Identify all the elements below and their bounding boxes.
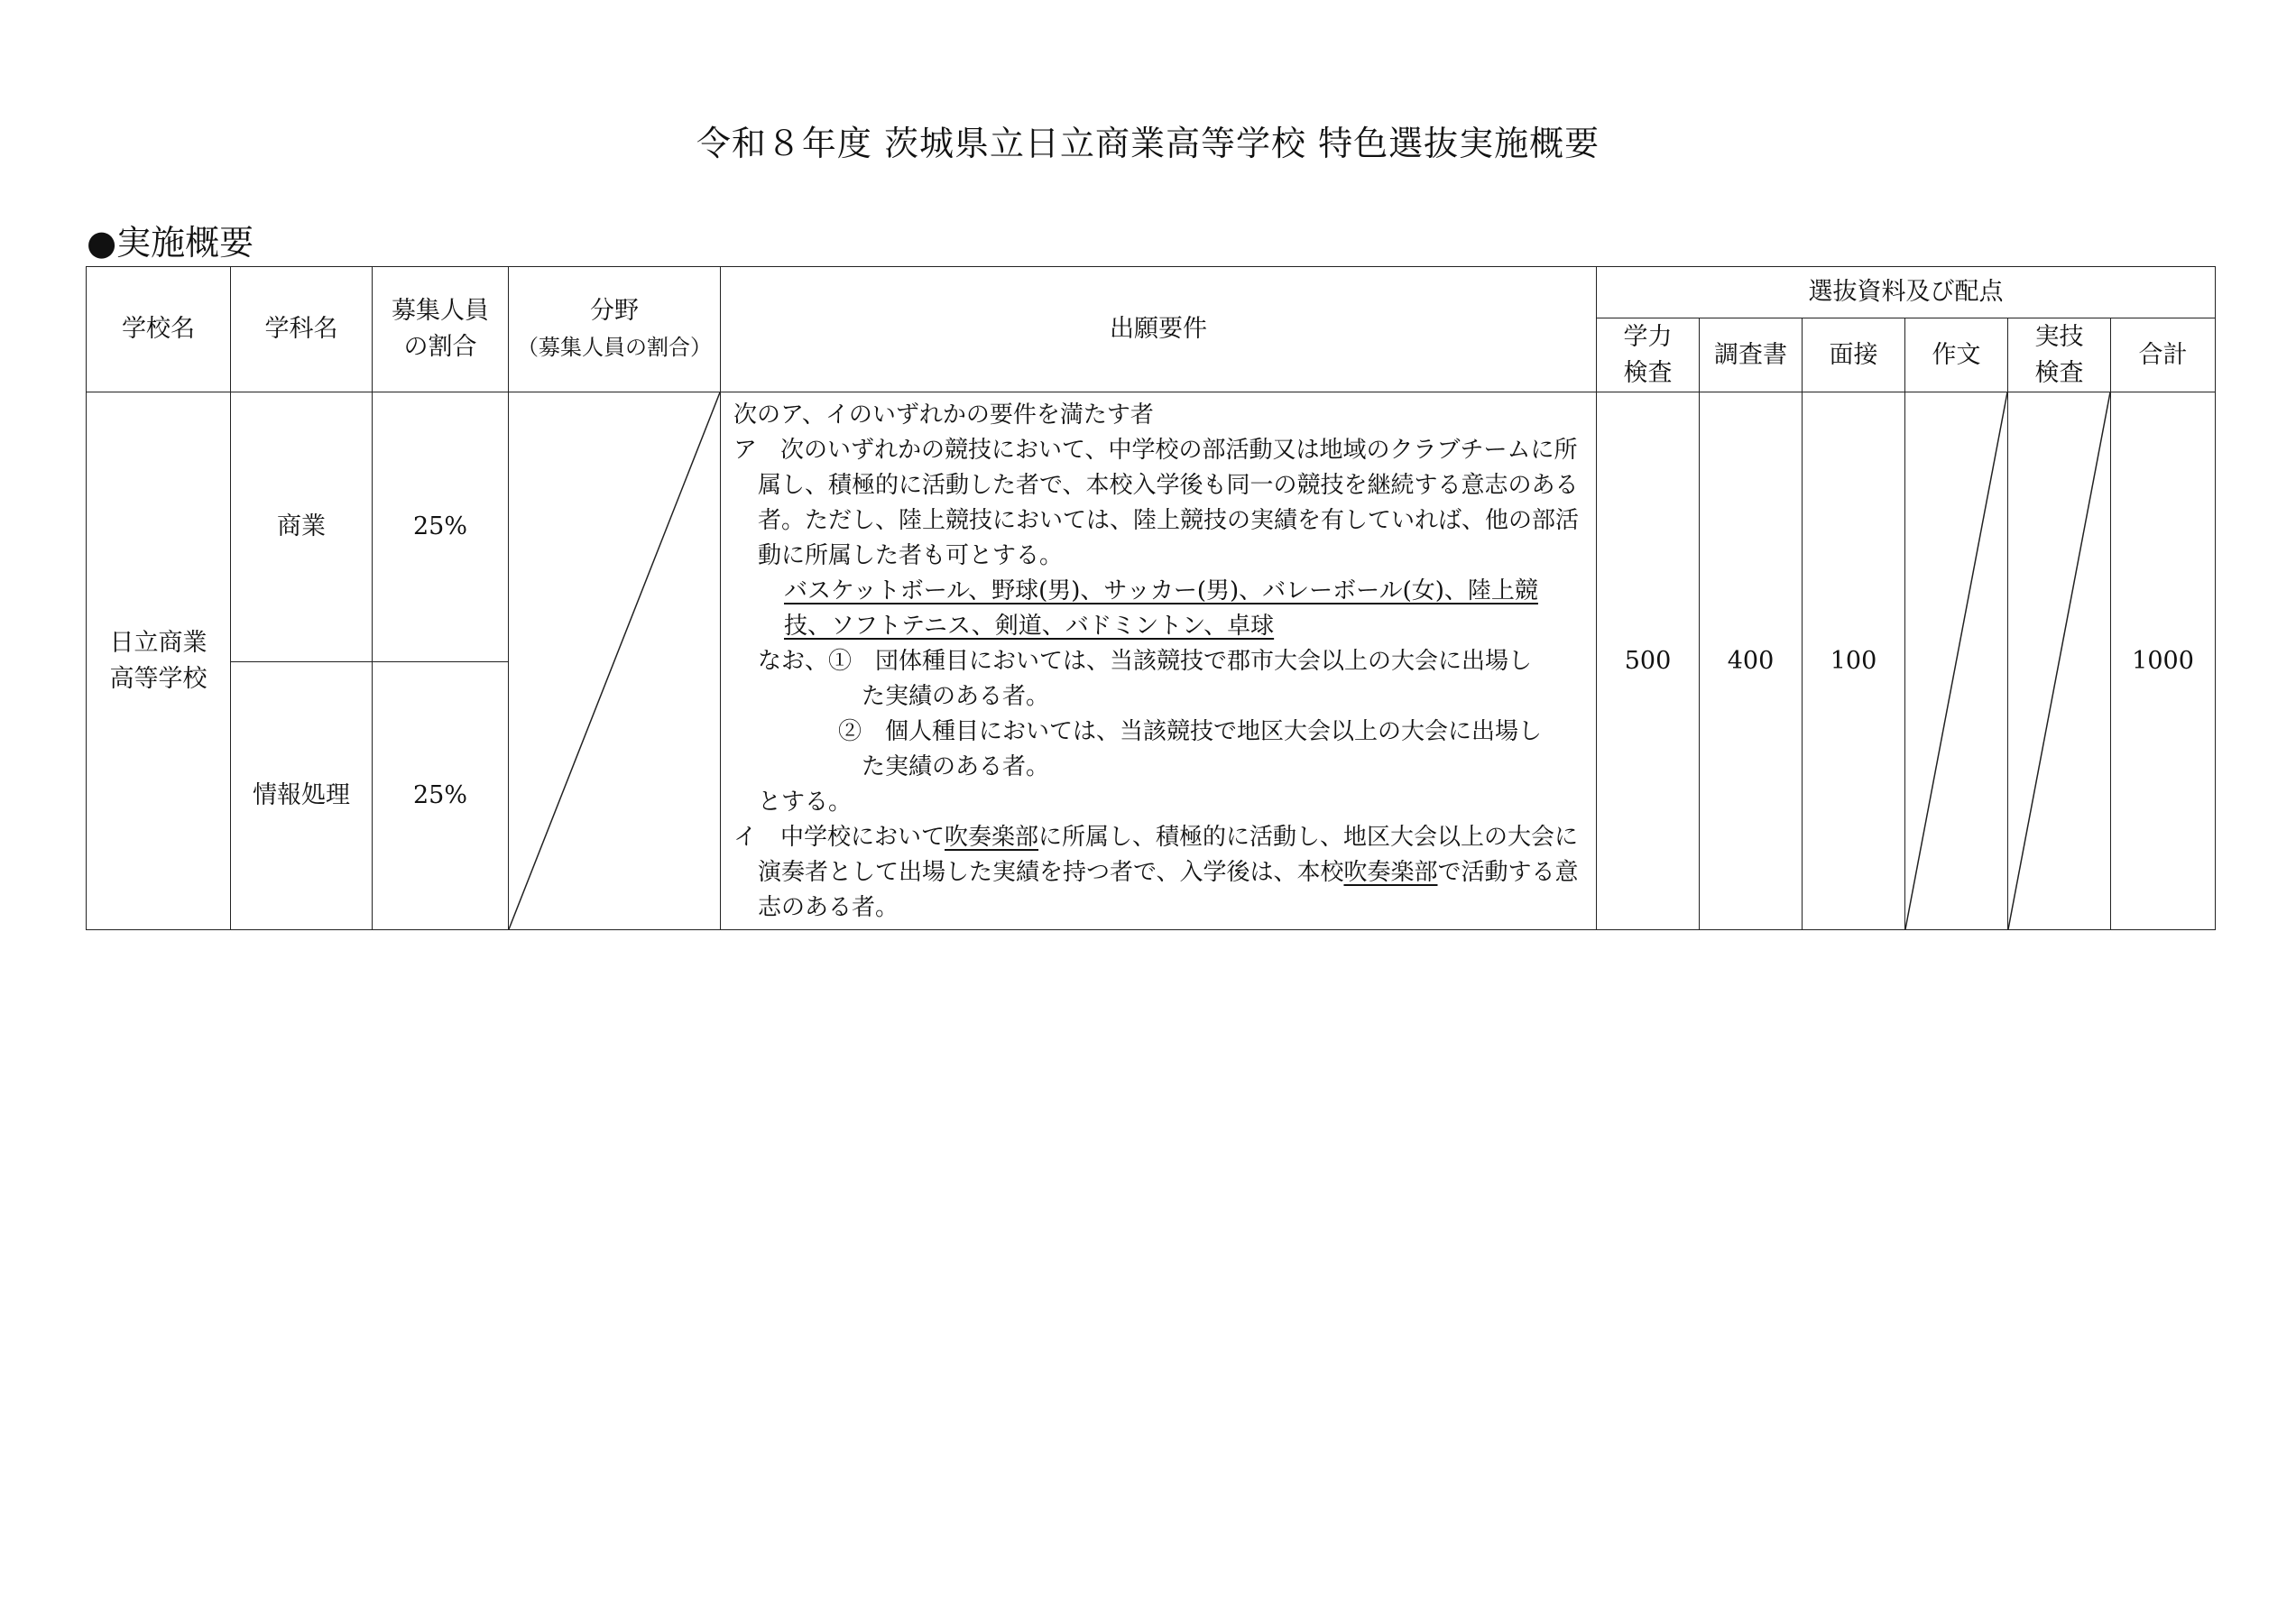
school-name-line1: 日立商業 (109, 628, 207, 657)
practical-cell-empty (2008, 392, 2111, 930)
note-1-lead: なお、① (758, 648, 876, 675)
note-2 (733, 715, 1583, 750)
header-field-line2: （募集人員の割合） (517, 335, 712, 360)
header-materials: 選抜資料及び配点 (1597, 267, 2216, 318)
header-field (509, 267, 721, 392)
page-title: 令和８年度 茨城県立日立商業高等学校 特色選抜実施概要 (696, 124, 1600, 163)
header-ratio-line2: の割合 (403, 333, 477, 361)
score-interview: 100 (1803, 392, 1905, 930)
header-school-name: 学校名 (87, 267, 231, 392)
requirement-a-text: 次のいずれかの競技において、中学校の部活動又は地域のクラブチームに所属し、積極的に活動した者で、本校入学後も同一の競技を継続する意志のある者。ただし、陸上競技においては、陸上競技の実績を有していれば、他の部活動に所属した者も可とする。 (758, 437, 1580, 569)
header-essay: 作文 (1905, 318, 2008, 392)
header-report: 調査書 (1700, 318, 1803, 392)
club-name: 吹奏楽部 (945, 824, 1039, 851)
section-heading: ●実施概要 (87, 223, 254, 263)
header-practical-test (2008, 318, 2111, 392)
sports-list-para (733, 574, 1583, 644)
requirements-closing: とする。 (758, 789, 853, 816)
header-practical-line1: 実技 (2034, 322, 2084, 351)
note-1-continued: た実績のある者。 (862, 683, 1050, 710)
score-academic: 500 (1597, 392, 1700, 930)
header-ratio-line1: 募集人員 (392, 297, 489, 325)
requirement-b-post: で活動する意志のある者。 (758, 859, 1579, 921)
score-report: 400 (1700, 392, 1803, 930)
header-interview: 面接 (1803, 318, 1905, 392)
requirement-b-label: イ (733, 824, 781, 851)
selection-summary-table (86, 266, 2216, 930)
essay-cell-empty (1905, 392, 2008, 930)
note-1-text: 団体種目においては、当該競技で郡市大会以上の大会に出場し (875, 648, 1533, 675)
header-ratio (373, 267, 509, 392)
department-name: 情報処理 (231, 661, 373, 930)
requirement-a-label: ア (733, 437, 781, 464)
sports-list: バスケットボール、野球(男)、サッカー(男)、バレーボール(女)、陸上競技、ソフトテニス、剣道、バドミントン、卓球 (784, 577, 1538, 640)
header-practical-line2: 検査 (2034, 358, 2084, 387)
school-name-line2: 高等学校 (109, 664, 207, 693)
score-total: 1000 (2111, 392, 2216, 930)
header-department: 学科名 (231, 267, 373, 392)
club-name: 吹奏楽部 (1343, 859, 1438, 886)
header-academic-line1: 学力 (1623, 322, 1673, 351)
diagonal-line (1905, 392, 2007, 929)
header-academic-line2: 検査 (1623, 358, 1673, 387)
note-2-text: 個人種目においては、当該競技で地区大会以上の大会に出場し (885, 718, 1543, 745)
requirements-cell (721, 392, 1597, 930)
requirement-b-mid: に所属し、積極的に活動し、地区大会以上の大会に演奏者として出場した実績を持つ者で、入学後は、本校 (758, 824, 1579, 886)
field-cell-empty (509, 392, 721, 930)
requirement-a (733, 433, 1583, 574)
diagonal-line (509, 392, 720, 929)
note-1 (733, 644, 1583, 679)
department-ratio: 25% (373, 392, 509, 662)
header-total: 合計 (2111, 318, 2216, 392)
note-2-continued: た実績のある者。 (862, 753, 1050, 780)
note-2-lead: ② (838, 718, 886, 745)
header-requirements: 出願要件 (721, 267, 1597, 392)
diagonal-line (2008, 392, 2110, 929)
department-name: 商業 (231, 392, 373, 662)
requirement-b (733, 820, 1583, 926)
requirements-intro: 次のア、イのいずれかの要件を満たす者 (733, 401, 1154, 429)
school-name-cell (87, 392, 231, 930)
department-ratio: 25% (373, 661, 509, 930)
header-academic-test (1597, 318, 1700, 392)
requirement-b-pre: 中学校において (780, 824, 945, 851)
header-field-line1: 分野 (590, 297, 639, 325)
